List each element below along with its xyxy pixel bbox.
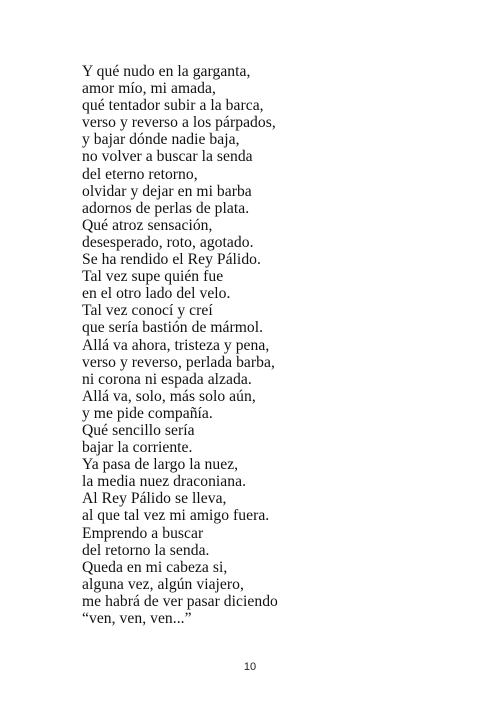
poem-line: y me pide compañía. xyxy=(82,404,213,422)
page-number: 10 xyxy=(243,661,257,673)
poem-body xyxy=(82,63,278,627)
poem-line: en el otro lado del velo. xyxy=(82,285,231,303)
poem-line: Se ha rendido el Rey Pálido. xyxy=(82,251,261,269)
poem-line: Queda en mi cabeza si, xyxy=(82,558,228,576)
poem-line: del retorno la senda. xyxy=(82,541,210,559)
poem-line: alguna vez, algún viajero, xyxy=(82,575,244,593)
poem-line: Emprendo a buscar xyxy=(82,524,204,542)
poem-line: Allá va ahora, tristeza y pena, xyxy=(82,336,270,354)
poem-line: olvidar y dejar en mi barba xyxy=(82,182,252,200)
poem-line: Al Rey Pálido se lleva, xyxy=(82,490,227,508)
poem-line: del eterno retorno, xyxy=(82,165,198,183)
poem-line: amor mío, mi amada, xyxy=(82,80,216,98)
poem-line: Qué sencillo sería xyxy=(82,421,195,439)
poem-line: la media nuez draconiana. xyxy=(82,473,247,491)
poem-line: Y qué nudo en la garganta, xyxy=(82,63,251,80)
poem-line: bajar la corriente. xyxy=(82,439,193,457)
poem-line: Qué atroz sensación, xyxy=(82,216,213,234)
poem-line: que sería bastión de mármol. xyxy=(82,319,264,337)
poem-line: Tal vez supe quién fue xyxy=(82,268,224,286)
poem-line: Allá va, solo, más solo aún, xyxy=(82,387,256,405)
poem-line: “ven, ven, ven...” xyxy=(82,610,192,627)
poem-line: Ya pasa de largo la nuez, xyxy=(82,456,239,474)
poem-line: adornos de perlas de plata. xyxy=(82,199,250,217)
poem-line: me habrá de ver pasar diciendo xyxy=(82,592,278,610)
poem-line: desesperado, roto, agotado. xyxy=(82,233,254,251)
poem-line: ni corona ni espada alzada. xyxy=(82,370,252,388)
poem-line: verso y reverso, perlada barba, xyxy=(82,353,275,371)
poem-line: al que tal vez mi amigo fuera. xyxy=(82,507,270,525)
poem-line: qué tentador subir a la barca, xyxy=(82,97,264,115)
poem-line: no volver a buscar la senda xyxy=(82,148,253,166)
poem-line: y bajar dónde nadie baja, xyxy=(82,131,240,149)
poem-line: verso y reverso a los párpados, xyxy=(82,114,276,132)
poem-line: Tal vez conocí y creí xyxy=(82,302,213,320)
